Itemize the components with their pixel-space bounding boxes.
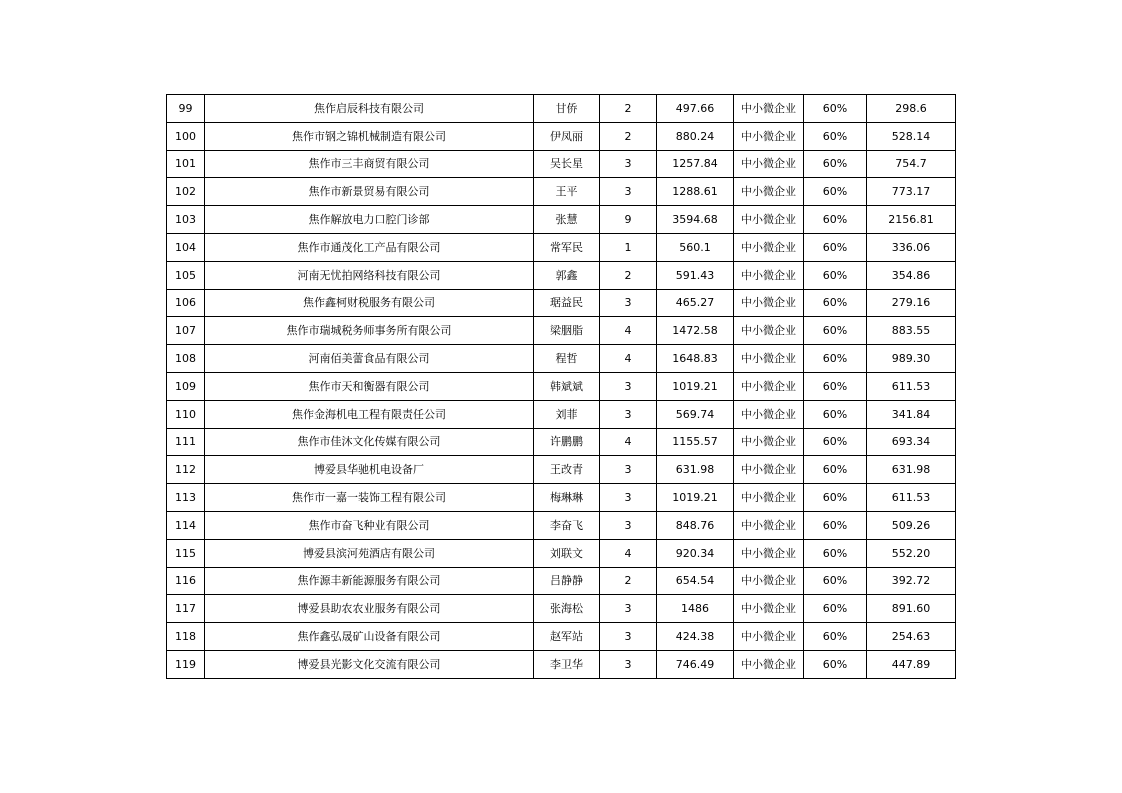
company-name-cell: 博爱县滨河苑酒店有限公司 bbox=[205, 539, 534, 567]
table-row bbox=[167, 317, 956, 345]
ratio-cell: 60% bbox=[804, 345, 867, 373]
subsidy-amount-cell: 989.30 bbox=[867, 345, 956, 373]
enterprise-type-cell: 中小微企业 bbox=[734, 122, 804, 150]
table-row bbox=[167, 95, 956, 123]
table-row bbox=[167, 567, 956, 595]
table-row bbox=[167, 428, 956, 456]
table-row bbox=[167, 206, 956, 234]
row-number-cell: 103 bbox=[167, 206, 205, 234]
enterprise-type-cell: 中小微企业 bbox=[734, 650, 804, 678]
table-row bbox=[167, 122, 956, 150]
amount-cell: 631.98 bbox=[657, 456, 734, 484]
amount-cell: 3594.68 bbox=[657, 206, 734, 234]
table-row bbox=[167, 595, 956, 623]
company-name-cell: 焦作解放电力口腔门诊部 bbox=[205, 206, 534, 234]
ratio-cell: 60% bbox=[804, 317, 867, 345]
contact-person-cell: 常军民 bbox=[534, 233, 600, 261]
ratio-cell: 60% bbox=[804, 539, 867, 567]
amount-cell: 465.27 bbox=[657, 289, 734, 317]
enterprise-type-cell: 中小微企业 bbox=[734, 261, 804, 289]
ratio-cell: 60% bbox=[804, 484, 867, 512]
ratio-cell: 60% bbox=[804, 400, 867, 428]
contact-person-cell: 甘侨 bbox=[534, 95, 600, 123]
row-number-cell: 114 bbox=[167, 511, 205, 539]
table-row bbox=[167, 511, 956, 539]
enterprise-type-cell: 中小微企业 bbox=[734, 595, 804, 623]
enterprise-type-cell: 中小微企业 bbox=[734, 372, 804, 400]
table-row bbox=[167, 650, 956, 678]
row-number-cell: 116 bbox=[167, 567, 205, 595]
company-name-cell: 博爱县华驰机电设备厂 bbox=[205, 456, 534, 484]
row-number-cell: 118 bbox=[167, 623, 205, 651]
row-number-cell: 102 bbox=[167, 178, 205, 206]
ratio-cell: 60% bbox=[804, 206, 867, 234]
enterprise-type-cell: 中小微企业 bbox=[734, 206, 804, 234]
amount-cell: 424.38 bbox=[657, 623, 734, 651]
enterprise-type-cell: 中小微企业 bbox=[734, 178, 804, 206]
row-number-cell: 101 bbox=[167, 150, 205, 178]
subsidy-amount-cell: 754.7 bbox=[867, 150, 956, 178]
row-number-cell: 112 bbox=[167, 456, 205, 484]
row-number-cell: 109 bbox=[167, 372, 205, 400]
contact-person-cell: 琚益民 bbox=[534, 289, 600, 317]
ratio-cell: 60% bbox=[804, 178, 867, 206]
subsidy-table bbox=[166, 94, 956, 679]
employee-count-cell: 4 bbox=[600, 428, 657, 456]
contact-person-cell: 程哲 bbox=[534, 345, 600, 373]
ratio-cell: 60% bbox=[804, 233, 867, 261]
subsidy-amount-cell: 611.53 bbox=[867, 484, 956, 512]
amount-cell: 848.76 bbox=[657, 511, 734, 539]
contact-person-cell: 梅琳琳 bbox=[534, 484, 600, 512]
contact-person-cell: 张海松 bbox=[534, 595, 600, 623]
employee-count-cell: 3 bbox=[600, 456, 657, 484]
contact-person-cell: 王改青 bbox=[534, 456, 600, 484]
amount-cell: 560.1 bbox=[657, 233, 734, 261]
contact-person-cell: 许鹏鹏 bbox=[534, 428, 600, 456]
enterprise-type-cell: 中小微企业 bbox=[734, 539, 804, 567]
contact-person-cell: 伊凤丽 bbox=[534, 122, 600, 150]
table-row bbox=[167, 233, 956, 261]
enterprise-type-cell: 中小微企业 bbox=[734, 456, 804, 484]
row-number-cell: 107 bbox=[167, 317, 205, 345]
company-name-cell: 河南佰美蕾食品有限公司 bbox=[205, 345, 534, 373]
amount-cell: 920.34 bbox=[657, 539, 734, 567]
subsidy-amount-cell: 611.53 bbox=[867, 372, 956, 400]
subsidy-amount-cell: 891.60 bbox=[867, 595, 956, 623]
table-row bbox=[167, 178, 956, 206]
ratio-cell: 60% bbox=[804, 456, 867, 484]
company-name-cell: 焦作市天和衡器有限公司 bbox=[205, 372, 534, 400]
ratio-cell: 60% bbox=[804, 289, 867, 317]
ratio-cell: 60% bbox=[804, 261, 867, 289]
table-row bbox=[167, 456, 956, 484]
subsidy-amount-cell: 392.72 bbox=[867, 567, 956, 595]
company-name-cell: 焦作鑫弘晟矿山设备有限公司 bbox=[205, 623, 534, 651]
company-name-cell: 博爱县助农农业服务有限公司 bbox=[205, 595, 534, 623]
company-name-cell: 焦作市新景贸易有限公司 bbox=[205, 178, 534, 206]
company-name-cell: 焦作市钢之锦机械制造有限公司 bbox=[205, 122, 534, 150]
subsidy-amount-cell: 552.20 bbox=[867, 539, 956, 567]
subsidy-amount-cell: 883.55 bbox=[867, 317, 956, 345]
ratio-cell: 60% bbox=[804, 511, 867, 539]
company-name-cell: 焦作金海机电工程有限责任公司 bbox=[205, 400, 534, 428]
employee-count-cell: 3 bbox=[600, 372, 657, 400]
row-number-cell: 119 bbox=[167, 650, 205, 678]
enterprise-type-cell: 中小微企业 bbox=[734, 484, 804, 512]
contact-person-cell: 韩斌斌 bbox=[534, 372, 600, 400]
contact-person-cell: 梁胭脂 bbox=[534, 317, 600, 345]
employee-count-cell: 4 bbox=[600, 539, 657, 567]
row-number-cell: 108 bbox=[167, 345, 205, 373]
row-number-cell: 106 bbox=[167, 289, 205, 317]
subsidy-amount-cell: 693.34 bbox=[867, 428, 956, 456]
contact-person-cell: 李奋飞 bbox=[534, 511, 600, 539]
employee-count-cell: 2 bbox=[600, 567, 657, 595]
contact-person-cell: 赵军站 bbox=[534, 623, 600, 651]
enterprise-type-cell: 中小微企业 bbox=[734, 567, 804, 595]
amount-cell: 1257.84 bbox=[657, 150, 734, 178]
subsidy-amount-cell: 354.86 bbox=[867, 261, 956, 289]
ratio-cell: 60% bbox=[804, 122, 867, 150]
table-row bbox=[167, 345, 956, 373]
ratio-cell: 60% bbox=[804, 428, 867, 456]
ratio-cell: 60% bbox=[804, 595, 867, 623]
subsidy-amount-cell: 773.17 bbox=[867, 178, 956, 206]
amount-cell: 880.24 bbox=[657, 122, 734, 150]
subsidy-amount-cell: 528.14 bbox=[867, 122, 956, 150]
employee-count-cell: 3 bbox=[600, 289, 657, 317]
amount-cell: 1019.21 bbox=[657, 484, 734, 512]
table-row bbox=[167, 289, 956, 317]
enterprise-type-cell: 中小微企业 bbox=[734, 289, 804, 317]
contact-person-cell: 王平 bbox=[534, 178, 600, 206]
enterprise-type-cell: 中小微企业 bbox=[734, 400, 804, 428]
table-row bbox=[167, 623, 956, 651]
row-number-cell: 99 bbox=[167, 95, 205, 123]
subsidy-amount-cell: 631.98 bbox=[867, 456, 956, 484]
contact-person-cell: 吴长星 bbox=[534, 150, 600, 178]
amount-cell: 1288.61 bbox=[657, 178, 734, 206]
company-name-cell: 博爱县光影文化交流有限公司 bbox=[205, 650, 534, 678]
amount-cell: 569.74 bbox=[657, 400, 734, 428]
employee-count-cell: 3 bbox=[600, 484, 657, 512]
employee-count-cell: 4 bbox=[600, 345, 657, 373]
contact-person-cell: 李卫华 bbox=[534, 650, 600, 678]
ratio-cell: 60% bbox=[804, 567, 867, 595]
row-number-cell: 113 bbox=[167, 484, 205, 512]
subsidy-amount-cell: 2156.81 bbox=[867, 206, 956, 234]
table-row bbox=[167, 372, 956, 400]
company-name-cell: 焦作市一嘉一装饰工程有限公司 bbox=[205, 484, 534, 512]
amount-cell: 654.54 bbox=[657, 567, 734, 595]
company-name-cell: 焦作市奋飞种业有限公司 bbox=[205, 511, 534, 539]
employee-count-cell: 4 bbox=[600, 317, 657, 345]
contact-person-cell: 刘菲 bbox=[534, 400, 600, 428]
row-number-cell: 115 bbox=[167, 539, 205, 567]
company-name-cell: 焦作市三丰商贸有限公司 bbox=[205, 150, 534, 178]
enterprise-type-cell: 中小微企业 bbox=[734, 95, 804, 123]
subsidy-amount-cell: 254.63 bbox=[867, 623, 956, 651]
company-name-cell: 焦作市通茂化工产品有限公司 bbox=[205, 233, 534, 261]
ratio-cell: 60% bbox=[804, 95, 867, 123]
amount-cell: 591.43 bbox=[657, 261, 734, 289]
amount-cell: 1648.83 bbox=[657, 345, 734, 373]
subsidy-amount-cell: 509.26 bbox=[867, 511, 956, 539]
employee-count-cell: 2 bbox=[600, 122, 657, 150]
subsidy-amount-cell: 336.06 bbox=[867, 233, 956, 261]
employee-count-cell: 3 bbox=[600, 150, 657, 178]
employee-count-cell: 2 bbox=[600, 95, 657, 123]
row-number-cell: 110 bbox=[167, 400, 205, 428]
employee-count-cell: 3 bbox=[600, 595, 657, 623]
ratio-cell: 60% bbox=[804, 150, 867, 178]
company-name-cell: 焦作启辰科技有限公司 bbox=[205, 95, 534, 123]
company-name-cell: 焦作源丰新能源服务有限公司 bbox=[205, 567, 534, 595]
amount-cell: 497.66 bbox=[657, 95, 734, 123]
amount-cell: 1472.58 bbox=[657, 317, 734, 345]
contact-person-cell: 刘联文 bbox=[534, 539, 600, 567]
employee-count-cell: 2 bbox=[600, 261, 657, 289]
employee-count-cell: 3 bbox=[600, 650, 657, 678]
table-row bbox=[167, 261, 956, 289]
ratio-cell: 60% bbox=[804, 372, 867, 400]
amount-cell: 1155.57 bbox=[657, 428, 734, 456]
employee-count-cell: 3 bbox=[600, 178, 657, 206]
enterprise-type-cell: 中小微企业 bbox=[734, 511, 804, 539]
company-name-cell: 焦作市瑞城税务师事务所有限公司 bbox=[205, 317, 534, 345]
table-row bbox=[167, 484, 956, 512]
employee-count-cell: 3 bbox=[600, 400, 657, 428]
employee-count-cell: 1 bbox=[600, 233, 657, 261]
subsidy-amount-cell: 298.6 bbox=[867, 95, 956, 123]
amount-cell: 1486 bbox=[657, 595, 734, 623]
enterprise-type-cell: 中小微企业 bbox=[734, 623, 804, 651]
employee-count-cell: 9 bbox=[600, 206, 657, 234]
table-row bbox=[167, 539, 956, 567]
amount-cell: 746.49 bbox=[657, 650, 734, 678]
company-name-cell: 焦作市佳沐文化传媒有限公司 bbox=[205, 428, 534, 456]
enterprise-type-cell: 中小微企业 bbox=[734, 317, 804, 345]
table-row bbox=[167, 150, 956, 178]
row-number-cell: 105 bbox=[167, 261, 205, 289]
contact-person-cell: 吕静静 bbox=[534, 567, 600, 595]
subsidy-amount-cell: 341.84 bbox=[867, 400, 956, 428]
ratio-cell: 60% bbox=[804, 650, 867, 678]
table-body bbox=[167, 95, 956, 679]
row-number-cell: 100 bbox=[167, 122, 205, 150]
enterprise-type-cell: 中小微企业 bbox=[734, 345, 804, 373]
enterprise-type-cell: 中小微企业 bbox=[734, 150, 804, 178]
enterprise-type-cell: 中小微企业 bbox=[734, 428, 804, 456]
row-number-cell: 117 bbox=[167, 595, 205, 623]
company-name-cell: 河南无忧拍网络科技有限公司 bbox=[205, 261, 534, 289]
employee-count-cell: 3 bbox=[600, 511, 657, 539]
contact-person-cell: 郭鑫 bbox=[534, 261, 600, 289]
contact-person-cell: 张慧 bbox=[534, 206, 600, 234]
employee-count-cell: 3 bbox=[600, 623, 657, 651]
row-number-cell: 111 bbox=[167, 428, 205, 456]
enterprise-type-cell: 中小微企业 bbox=[734, 233, 804, 261]
subsidy-amount-cell: 279.16 bbox=[867, 289, 956, 317]
company-name-cell: 焦作鑫柯财税服务有限公司 bbox=[205, 289, 534, 317]
row-number-cell: 104 bbox=[167, 233, 205, 261]
amount-cell: 1019.21 bbox=[657, 372, 734, 400]
table-row bbox=[167, 400, 956, 428]
ratio-cell: 60% bbox=[804, 623, 867, 651]
subsidy-amount-cell: 447.89 bbox=[867, 650, 956, 678]
